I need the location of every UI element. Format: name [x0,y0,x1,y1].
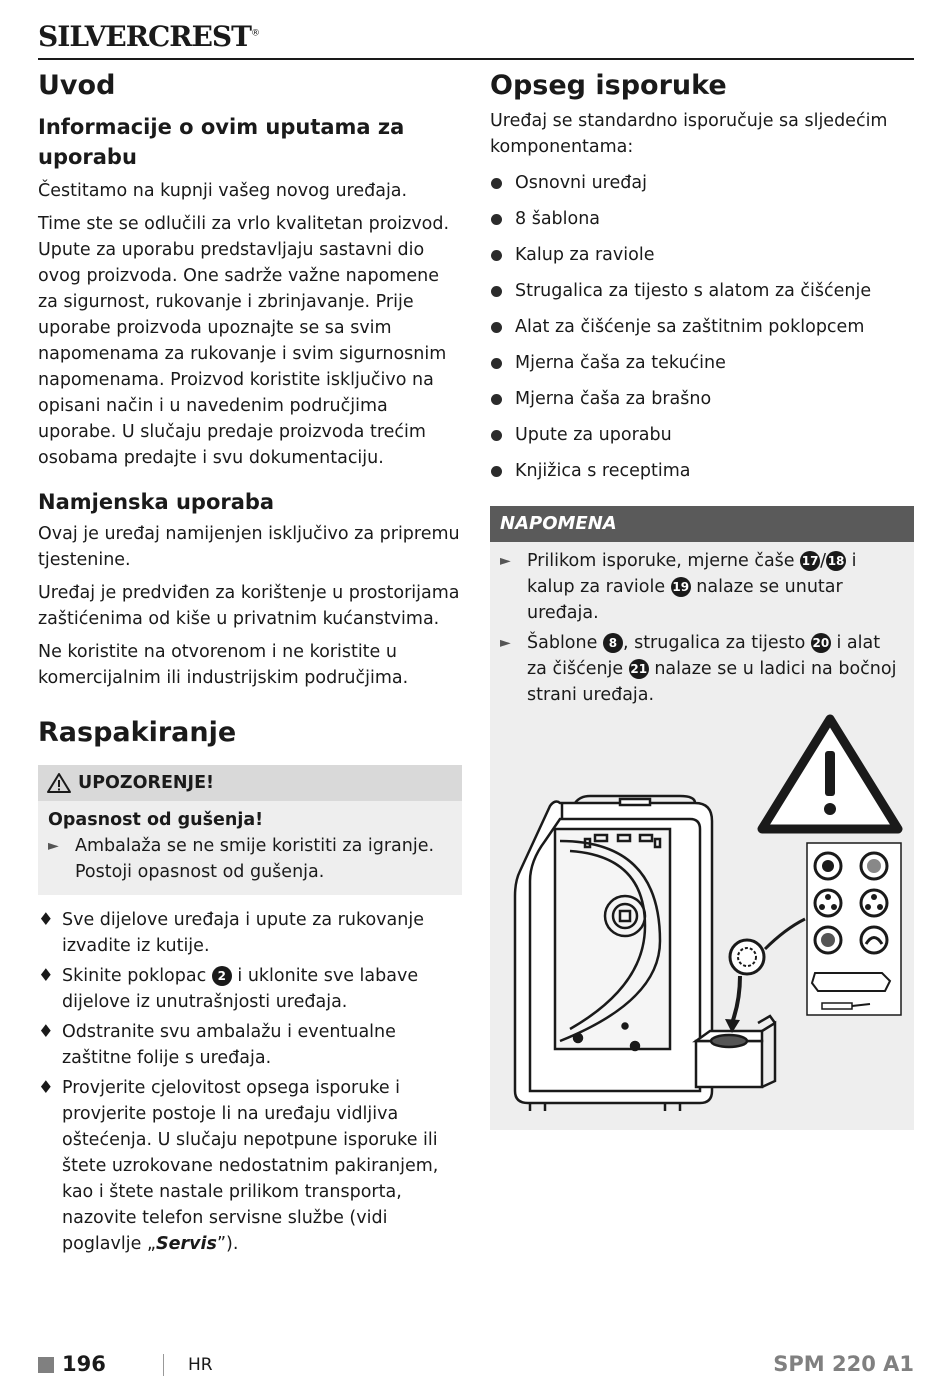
list-item-text: Mjerna čaša za tekućine [515,353,726,373]
step-text: i uklonite sve labave dijelove iz unutrašnjosti uređaja. [62,966,419,1012]
warning-item-text: Ambalaža se ne smije koristiti za igranje. Postoji opasnost od gušenja. [75,836,435,882]
list-item-text: Mjerna čaša za brašno [515,389,712,409]
page-footer [38,1352,914,1380]
diamond-bullet-icon: ♦ [38,966,54,986]
part-number-badge: 17 [800,551,820,571]
step-text: Skinite poklopac [62,966,207,986]
bullet-dot-icon [491,358,502,369]
shaping-disc-icon [730,940,764,974]
language-code: HR [188,1355,213,1375]
intro-heading: Uvod [38,70,116,101]
footer-square-icon [38,1357,54,1373]
list-item-text: Knjižica s receptima [515,461,691,481]
page-number: 196 [62,1352,106,1376]
note-header: NAPOMENA [490,506,914,542]
use-paragraph-3: Ne koristite na otvorenom i ne koristite u komercijalnim ili industrijskim područjima. [38,642,409,688]
list-item [490,242,914,278]
warning-box [38,765,462,895]
arrow-right-icon: ► [500,553,511,569]
warning-item [48,833,452,885]
intended-use-heading: Namjenska uporaba [38,490,275,514]
accessories-panel [807,843,901,1015]
bullet-dot-icon [491,466,502,477]
note-text: nalaze se unutar uređaja. [527,577,843,623]
header-rule [38,58,914,60]
connector-line [765,919,805,949]
registered-mark: ® [250,28,259,39]
diamond-bullet-icon: ♦ [38,910,54,930]
arrow-right-icon: ► [48,838,59,854]
arrow-right-icon: ► [500,635,511,651]
warning-triangle-icon [46,772,72,794]
scope-intro: Uređaj se standardno isporučuje sa sljedećim komponentama: [490,111,888,157]
step-text: Odstranite svu ambalažu i eventualne zaštitne folije s uređaja. [62,1022,396,1068]
bullet-dot-icon [491,178,502,189]
use-paragraph-2: Uređaj je predviđen za korištenje u prostorijama zaštićenima od kiše u privatnim kućanstvima. [38,583,460,629]
bullet-dot-icon [491,214,502,225]
warning-label: UPOZORENJE! [78,773,215,793]
use-paragraph-1: Ovaj je uređaj namijenjen isključivo za pripremu tjestenine. [38,524,460,570]
list-item [490,278,914,314]
warning-title: Opasnost od gušenja! [48,810,264,830]
note-text: i alat za čišćenje [527,633,881,679]
info-paragraph-2: Time ste se odlučili za vrlo kvalitetan proizvod. Upute za uporabu predstavljaju sastavni dio ovog proizvoda. One sadrže važne napomene za sigurnost, rukovanje i zbrinjavanje. Prije uporabe proizvoda upoznajte se sa svim napomenama za rukovanje i svim sigurnosnim napomenama. Proizvod koristite isključivo na opisani način i u navedenim područjima uporabe. U slučaju predaje proizvoda trećim osobama predajte i svu dokumentaciju. [38,214,450,468]
part-number-badge: 8 [603,633,623,653]
bullet-dot-icon [491,322,502,333]
part-number-badge: 2 [212,966,232,986]
bullet-dot-icon [491,394,502,405]
unpack-steps [38,907,462,1257]
part-number-badge: 21 [629,659,649,679]
list-item-text: Osnovni uređaj [515,173,647,193]
diamond-bullet-icon: ♦ [38,1022,54,1042]
device-illustration [500,711,904,1121]
bullet-dot-icon [491,286,502,297]
list-item-text: Strugalica za tijesto s alatom za čišćenje [515,281,872,301]
list-item-text: Kalup za raviole [515,245,655,265]
warning-sign-icon [762,719,898,829]
list-item-text: 8 šablona [515,209,601,229]
bullet-dot-icon [491,250,502,261]
footer-divider [163,1354,164,1376]
list-item [490,314,914,350]
step-text: Sve dijelove uređaja i upute za rukovanje izvadite iz kutije. [62,910,424,956]
list-item [490,350,914,386]
right-column [490,68,914,1130]
unpacking-heading: Raspakiranje [38,717,237,748]
brand-logo [38,20,259,53]
note-text: i kalup za raviole [527,551,857,597]
note-text: Šablone [527,633,598,653]
list-item [38,907,462,959]
arrow-icon [732,976,740,1023]
list-item-text: Upute za uporabu [515,425,672,445]
list-item [490,422,914,458]
list-item [38,1019,462,1071]
list-item [490,206,914,242]
list-item-text: Alat za čišćenje sa zaštitnim poklopcem [515,317,865,337]
note-item [500,548,904,626]
list-item [38,1075,462,1257]
note-text: Prilikom isporuke, mjerne čaše [527,551,795,571]
note-item [500,630,904,708]
step-text: Provjerite cjelovitost opsega isporuke i provjerite postoje li na uređaju vidljiva oštećenja. U slučaju nepotpune isporuke ili štete uzrokovane nedostatnim pakiranjem, kao i štete nastale prilikom transporta, nazovite telefon servisne službe (vidi poglavlje „ [62,1078,439,1254]
brand-name: SILVERCREST [38,20,251,53]
list-item [490,170,914,206]
scope-list [490,170,914,494]
list-item [490,386,914,422]
warning-header [38,765,462,801]
note-text: nalaze se u ladici na bočnoj strani uređaja. [527,659,897,705]
note-box [490,506,914,1130]
part-number-badge: 18 [826,551,846,571]
info-paragraph-1: Čestitamo na kupnji vašeg novog uređaja. [38,181,408,201]
part-number-badge: 20 [811,633,831,653]
info-heading: Informacije o ovim uputama za uporabu [38,115,405,169]
list-item [490,458,914,494]
model-number: SPM 220 A1 [773,1352,914,1376]
step-text: ”). [216,1234,239,1254]
scope-heading: Opseg isporuke [490,70,727,101]
note-text: , strugalica za tijesto [622,633,806,653]
part-number-badge: 19 [671,577,691,597]
chapter-reference: Servis [156,1234,217,1254]
left-column [38,68,462,1257]
note-text: / [820,551,827,571]
bullet-dot-icon [491,430,502,441]
diamond-bullet-icon: ♦ [38,1078,54,1098]
list-item [38,963,462,1015]
